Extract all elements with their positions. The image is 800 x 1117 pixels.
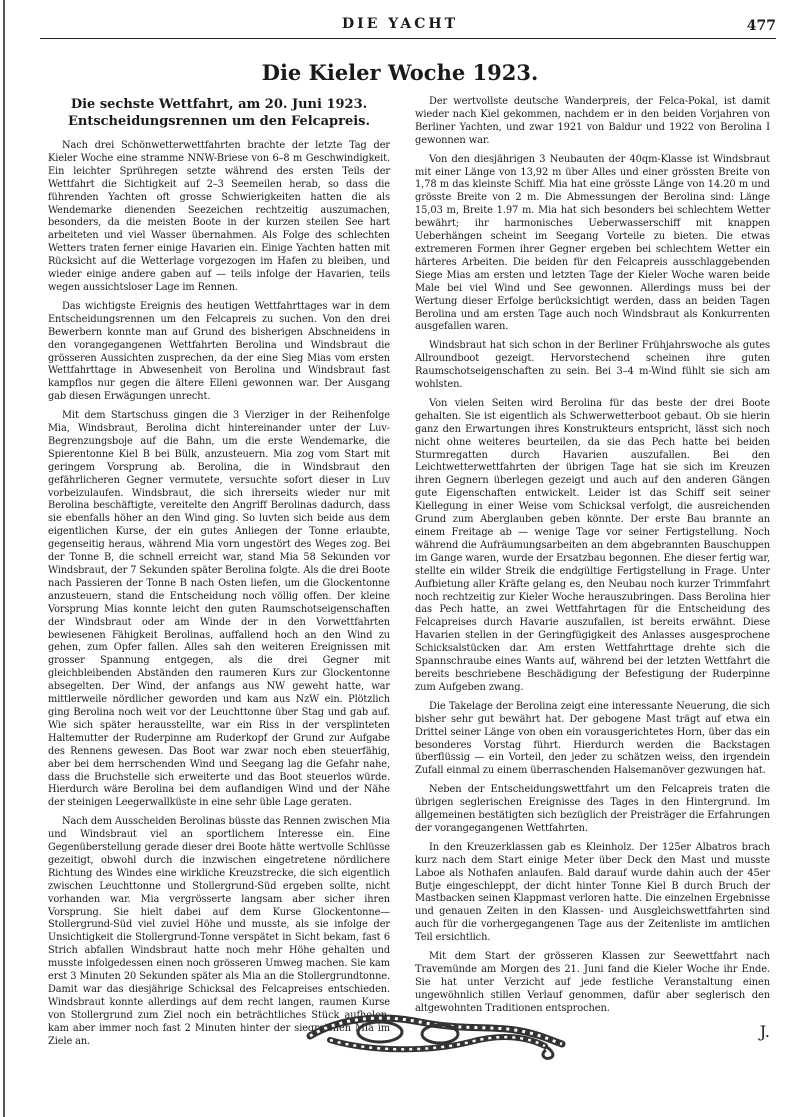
page-number: 477 [746,18,776,34]
article-title: Die Kieler Woche 1923. [261,60,539,85]
paragraph: In den Kreuzerklassen gab es Kleinholz. Der 125er Albatros brach kurz nach dem Start einige Meter über Deck den Mast und musste Laboe als Nothafen anlaufen. Bald darauf wurde dahin auch der 45er Butje eingeschleppt, der dicht hinter Tonne Kiel B durch Bruch der Mastbacken seinen Klappmast verloren hatte. Die einzelnen Ergebnisse und genauen Zeiten in den Klassen- und Ausgleichswettfahrten sind auch für die vorhergegangenen Tage aus der Zeitenliste im amtlichen Teil ersichtlich. [415,841,770,944]
journal-name: DIE YACHT [342,16,458,32]
paragraph: Der wertvollste deutsche Wanderpreis, der Felca-Pokal, ist damit wieder nach Kiel gekommen, nachdem er in den beiden Vorjahren von Berliner Yachten, und zwar 1921 von Baldur und 1922 von Berolina I gewonnen war. [415,96,770,146]
running-head [0,14,800,36]
author-signature: J. [759,1021,770,1041]
paragraph: Das wichtigste Ereignis des heutigen Wettfahrttages war in dem Entscheidungsrennen um den Felcapreis zu suchen. Von den drei Bewerbern konnte man auf Grund des bisherigen Abschneidens in den vorangegangenen Wettfahrten Berolina und Windsbraut die grösseren Aussichten zusprechen, da der eine Sieg Mias vom ersten Wettfahrttage in Abwesenheit von Berolina und Windsbraut fast kampflos nur gegen die ältere Elleni gewonnen war. Der Ausgang gab diesen Erwägungen unrecht. [48,300,390,403]
paragraph: Von vielen Seiten wird Berolina für das beste der drei Boote gehalten. Sie ist eigentlich als Schwerwetterboot gebaut. Ob sie hierin ganz den Erwartungen ihres Konstrukteurs entspricht, lässt sich noch nicht ohne weiteres beurteilen, da sie das Pech hatte bei beiden Sturmregatten durch Havarien auszufallen. Bei den Leichtwetterwettfahrten der übrigen Tage hat sie sich im Kreuzen ihren Gegnern überlegen gezeigt und auch auf den anderen Gängen gute Eigenschaften entwickelt. Leider ist das Schiff seit seiner Kiellegung in einer Weise vom Schicksal verfolgt, die ausreichenden Grund zum Aberglauben geben könnte. Der erste Bau brannte an einem Freitage ab — wenige Tage vor seiner Fertigstellung. Noch während die Aufräumungsarbeiten an dem abgebrannten Bauschuppen im Gange waren, wurde der Ersatzbau begonnen. Ehe dieser fertig war, stellte ein wilder Streik die endgültige Fertigstellung in Frage. Unter Aufbietung aller Kräfte gelang es, den Neubau noch kurzer Trimmfahrt noch rechtzeitig zur Kieler Woche herauszubringen. Dass Berolina hier das Pech hatte, an zwei Wettfahrtagen für die Entscheidung des Felcapreises durch Havarie auszufallen, ist bereits erwähnt. Diese Havarien stellen in der Geringfügigkeit des Anlasses ausgesprochene Schicksalstücken dar. Am ersten Wettfahrttage drehte sich die Spannschraube eines Wants auf, während bei der letzten Wettfahrt die bereits beschriebene Beschädigung der Befestigung der Ruderpinne zum Aufgeben zwang. [415,397,770,693]
header-rule [40,38,776,39]
paragraph: Mit dem Startschuss gingen die 3 Vierziger in der Reihenfolge Mia, Windsbraut, Berolina dicht hintereinander unter der Luv-Begrenzungsboje auf die Bahn, um die erste Wendemarke, die Spierentonne Kiel B bei Bülk, anzusteuern. Mia zog vom Start mit geringem Vorsprung ab. Berolina, die in Windsbraut den gefährlicheren Gegner vermutete, versuchte sofort dieser in Luv vorbeizulaufen. Windsbraut, die sich ihrerseits wieder nur mit Berolina beschäftigte, vereitelte den Angriff Berolinas dadurch, dass sie ebenfalls höher an den Wind ging. So luvten sich beide aus dem eigentlichen Kurse, der ein gutes Anliegen der Tonne erlaubte, gegenseitig heraus, während Mia vorn ungestört des Weges zog. Bei der Tonne B, die schnell erreicht war, stand Mia 58 Sekunden vor Windsbraut, der 7 Sekunden später Berolina folgte. Als die drei Boote nach Passieren der Tonne B nach Osten liefen, um die Glockentonne anzusteuern, stand die Entscheidung noch völlig offen. Der kleine Vorsprung Mias konnte leicht den guten Raumschotseigenschaften der Windsbraut oder am Winde der in den Vorwettfahrten bewiesenen Fähigkeit Berolinas, auffallend hoch an den Wind zu gehen, zum Opfer fallen. Alles sah den weiteren Ereignissen mit grosser Spannung entgegen, als die drei Gegner mit gleichbleibenden Abständen den raumeren Kurs zur Glockentonne absegelten. Der Wind, der anfangs aus NW geweht hatte, war mittlerweile nördlicher geworden und kam aus NzW ein. Plötzlich ging Berolina noch weit vor der Leuchttonne über Stag und gab auf. Wie sich später herausstellte, war ein Riss in der versplinteten Haltemutter der Ruderpinne am Ruderkopf der Grund zur Aufgabe des Rennens gewesen. Das Boot war zwar noch eben steuerfähig, aber bei dem herrschenden Wind und Seegang lag die Gefahr nahe, dass die Bruchstelle sich erweiterte und das Boot steuerlos würde. Hierdurch wäre Berolina bei dem auflandigen Wind und der Nähe der steinigen Leegerwallküste in eine sehr üble Lage geraten. [48,410,390,809]
scan-edge-rule [3,0,5,1117]
right-column [415,96,770,1041]
paragraph: Windsbraut hat sich schon in der Berliner Frühjahrswoche als gutes Allroundboot gezeigt. Hervorstechend scheinen ihre guten Raumschotseigenschaften zu sein. Bei 3–4 m-Wind fühlt sie sich am wohlsten. [415,340,770,391]
section-subtitle [48,96,390,130]
paragraph: Neben der Entscheidungswettfahrt um den Felcapreis traten die übrigen seglerischen Ereignisse des Tages in den Hintergrund. Im allgemeinen bestätigten sich bezüglich der Preisträger die Erfahrungen der vorangegangenen Wettfahrten. [415,784,770,834]
rope-ornament-icon [300,1000,570,1062]
paragraph: Nach dem Ausscheiden Berolinas büsste das Rennen zwischen Mia und Windsbraut viel an sportlichem Interesse ein. Eine Gegenüberstellung gerade dieser drei Boote hätte wertvolle Schlüsse gezeitigt, obwohl durch die inzwischen eingetretene nördlichere Richtung des Windes eine wirkliche Kreuzstrecke, die sich eigentlich zwischen Leuchttonne und Stollergrund-Süd ergeben sollte, nicht vorhanden war. Mia vergrösserte langsam aber sicher ihren Vorsprung. Sie hielt dabei auf dem Kurse Glockentonne—Stollergrund-Süd viel zuviel Höhe und musste, als sie infolge der Unsichtigkeit die Stollergrund-Tonne verspätet in Sicht bekam, fast 6 Strich abfallen Windsbraut hatte noch mehr Höhe gehalten und musste infolgedessen einen noch grösseren Umweg machen. Sie kam erst 3 Minuten 20 Sekunden später als Mia an die Stollergrundtonne. Damit war das diesjährige Schicksal des Felcapreises entschieden. Windsbraut konnte allerdings auf dem recht langen, raumen Kurse von Stollergrund zum Ziel noch ein beträchtliches Stück aufholen, kam aber immer noch fast 2 Minuten hinter der siegreichen Mia im Ziele an. [48,816,390,1047]
left-column [48,96,390,1047]
subtitle-line-2: Entscheidungsrennen um den Felcapreis. [67,114,371,129]
subtitle-line-1: Die sechste Wettfahrt, am 20. Juni 1923. [70,97,368,112]
paragraph: Die Takelage der Berolina zeigt eine interessante Neuerung, die sich bisher sehr gut bewährt hat. Der gebogene Mast trägt auf etwa ein Drittel seiner Länge von oben ein vorausgerichtetes Horn, über das ein besonderes Vorstag führt. Hierdurch werden die Backstagen überflüssig — ein Vorteil, den jeder zu schätzen weiss, den irgendein Zufall einmal zu einem überraschenden Halsemanöver gezwungen hat. [415,700,770,777]
paragraph: Mit dem Start der grösseren Klassen zur Seewettfahrt nach Travemünde am Morgen des 21. Juni fand die Kieler Woche ihr Ende. Sie hat unter Verzicht auf jede festliche Veranstaltung einen ungewöhnlich stillen Verlauf genommen, dafür aber seglerisch den altgewohnten Traditionen entsprochen. [415,951,770,1014]
paragraph: Von den diesjährigen 3 Neubauten der 40qm-Klasse ist Windsbraut mit einer Länge von 13,92 m über Alles und einer grössten Breite von 1,78 m das kleinste Schiff. Mia hat eine grösste Länge von 14.20 m und grösste Breite von 2 m. Die Abmessungen der Berolina sind: Länge 15,03 m, Breite 1.97 m. Mia hat sich besonders bei schlechtem Wetter bewährt; ihr harmonisches Ueberwasserschiff mit knappen Ueberhängen scheint im Seegang Vorteile zu bieten. Die etwas extremeren Formen ihrer Gegner ergeben bei schlechtem Wetter ein härteres Arbeiten. Die beiden für den Felcapreis ausschlaggebenden Siege Mias am ersten und letzten Tage der Kieler Woche waren beide Male bei viel Wind und See gewonnen. Allerdings muss bei der Wertung dieser Erfolge berücksichtigt werden, dass an beiden Tagen Berolina und am ersten Tage auch noch Windsbraut als Konkurrenten ausgefallen waren. [415,153,770,333]
paragraph: Nach drei Schönwetterwettfahrten brachte der letzte Tag der Kieler Woche eine stramme NNW-Briese von 6–8 m Geschwindigkeit. Ein leichter Sprühregen setzte während des ersten Teils der Wettfahrt die Sichtigkeit auf 2–3 Seemeilen herab, so dass die führenden Yachten oft grosse Schwierigkeiten hatten die als Wendemarke dienenden Seezeichen rechtzeitig auszumachen, besonders, da die meisten Boote in der kurzen steilen See hart arbeiteten und viel Wasser übernahmen. Als Folge des schlechten Wetters traten ferner einige Havarien ein. Einige Yachten hatten mit Rücksicht auf die Wetterlage vorgezogen im Hafen zu bleiben, und wieder einige andere gaben auf — teils infolge der Havarien, teils wegen aussichtsloser Lage im Rennen. [48,140,390,293]
